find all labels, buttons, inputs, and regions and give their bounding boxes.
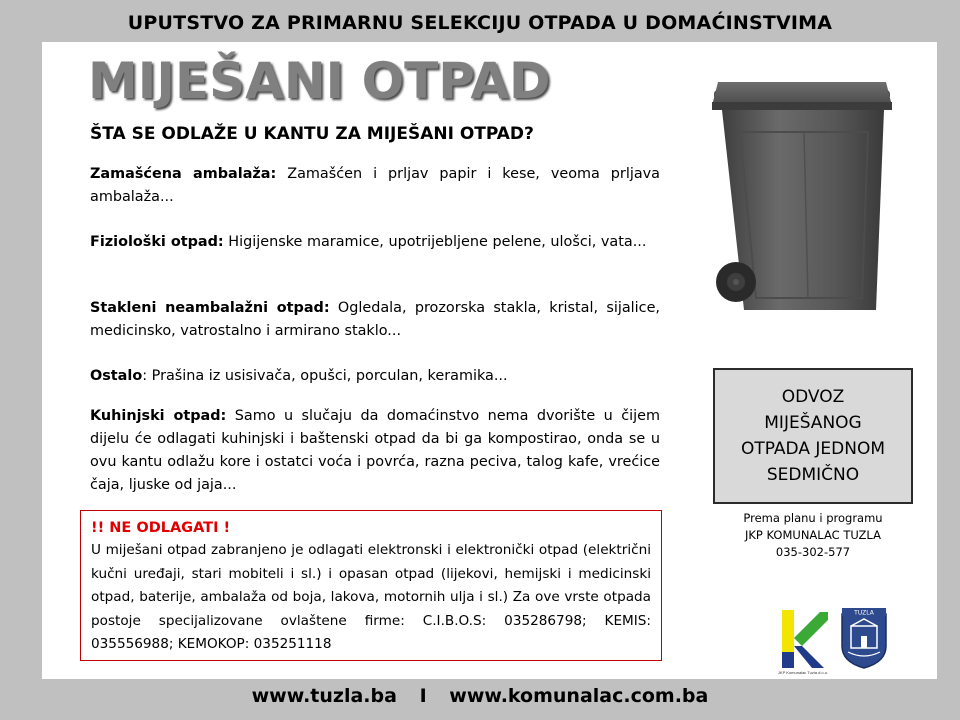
item-text: Zamašćen i prljav papir i kese, veoma prljava ambalaža... — [90, 166, 660, 205]
page-title: MIJEŠANI OTPAD — [88, 52, 551, 110]
pickup-line: MIJEŠANOG — [764, 413, 862, 433]
pickup-line: OTPADA JEDNOM — [741, 439, 885, 459]
pickup-info-box — [713, 368, 913, 504]
list-item — [90, 231, 660, 254]
warning-title: !! NE ODLAGATI ! — [91, 520, 231, 536]
list-item — [90, 405, 660, 497]
item-label: Kuhinjski otpad: — [90, 408, 227, 424]
plan-line: Prema planu i programu — [743, 511, 883, 525]
footer-links — [0, 685, 960, 707]
list-item — [90, 297, 660, 343]
komunalac-logo — [780, 608, 830, 670]
item-label: Zamašćena ambalaža: — [90, 166, 277, 182]
plan-phone: 035-302-577 — [775, 545, 851, 559]
list-item — [90, 163, 660, 209]
footer-link-tuzla[interactable]: www.tuzla.ba — [251, 685, 397, 707]
document-header-title: UPUTSTVO ZA PRIMARNU SELEKCIJU OTPADA U DOMAĆINSTVIMA — [127, 12, 833, 34]
footer-separator: I — [419, 685, 427, 707]
item-label: Stakleni neambalažni otpad: — [90, 300, 330, 316]
section-question: ŠTA SE ODLAŽE U KANTU ZA MIJEŠANI OTPAD? — [90, 124, 534, 144]
komunalac-logo-caption: JKP Komunalac Tuzla d.o.o. — [777, 670, 829, 675]
warning-box — [80, 510, 662, 661]
item-text: Higijenske maramice, upotrijebljene pelene, ulošci, vata... — [223, 234, 647, 250]
item-text: Ogledala, prozorska stakla, kristal, sijalice, medicinsko, vatrostalno i armirano staklo... — [90, 300, 660, 339]
tuzla-crest-logo — [838, 606, 890, 670]
crest-text: TUZLA — [854, 609, 874, 617]
item-label: Fiziološki otpad: — [90, 234, 224, 250]
item-label: Ostalo — [90, 368, 143, 384]
pickup-line: ODVOZ — [781, 387, 845, 407]
plan-company: JKP KOMUNALAC TUZLA — [745, 528, 881, 542]
plan-info — [713, 510, 913, 561]
list-item — [90, 365, 660, 388]
footer-link-komunalac[interactable]: www.komunalac.com.ba — [449, 685, 709, 707]
item-text: : Prašina iz usisivača, opušci, porculan, keramika... — [142, 368, 508, 384]
warning-text: U miješani otpad zabranjeno je odlagati elektronski i elektronički otpad (električni kučni uređaji, stari mobiteli i sl.) i opasan otpad (lijekovi, hemijski i medicinski otpad, baterije, ambalaža od boja, lakova, motornih ulja i sl.) Za ove vrste otpada postoje specijalizovane ovlaštene firme: C.I.B.O.S: 035286798; KEMIS: 035556988; KEMOKOP: 035251118 — [91, 542, 651, 652]
item-text: Samo u slučaju da domaćinstvo nema dvorište u čijem dijelu će odlagati kuhinjski i baštenski otpad da bi ga kompostirao, onda se u ovu kantu odlažu kore i ostatci voća i povrća, razna peciva, talog kafe, vrećice čaja, ljuske od jaja... — [90, 408, 660, 493]
waste-bin-image — [700, 72, 900, 322]
pickup-line: SEDMIČNO — [766, 465, 860, 485]
